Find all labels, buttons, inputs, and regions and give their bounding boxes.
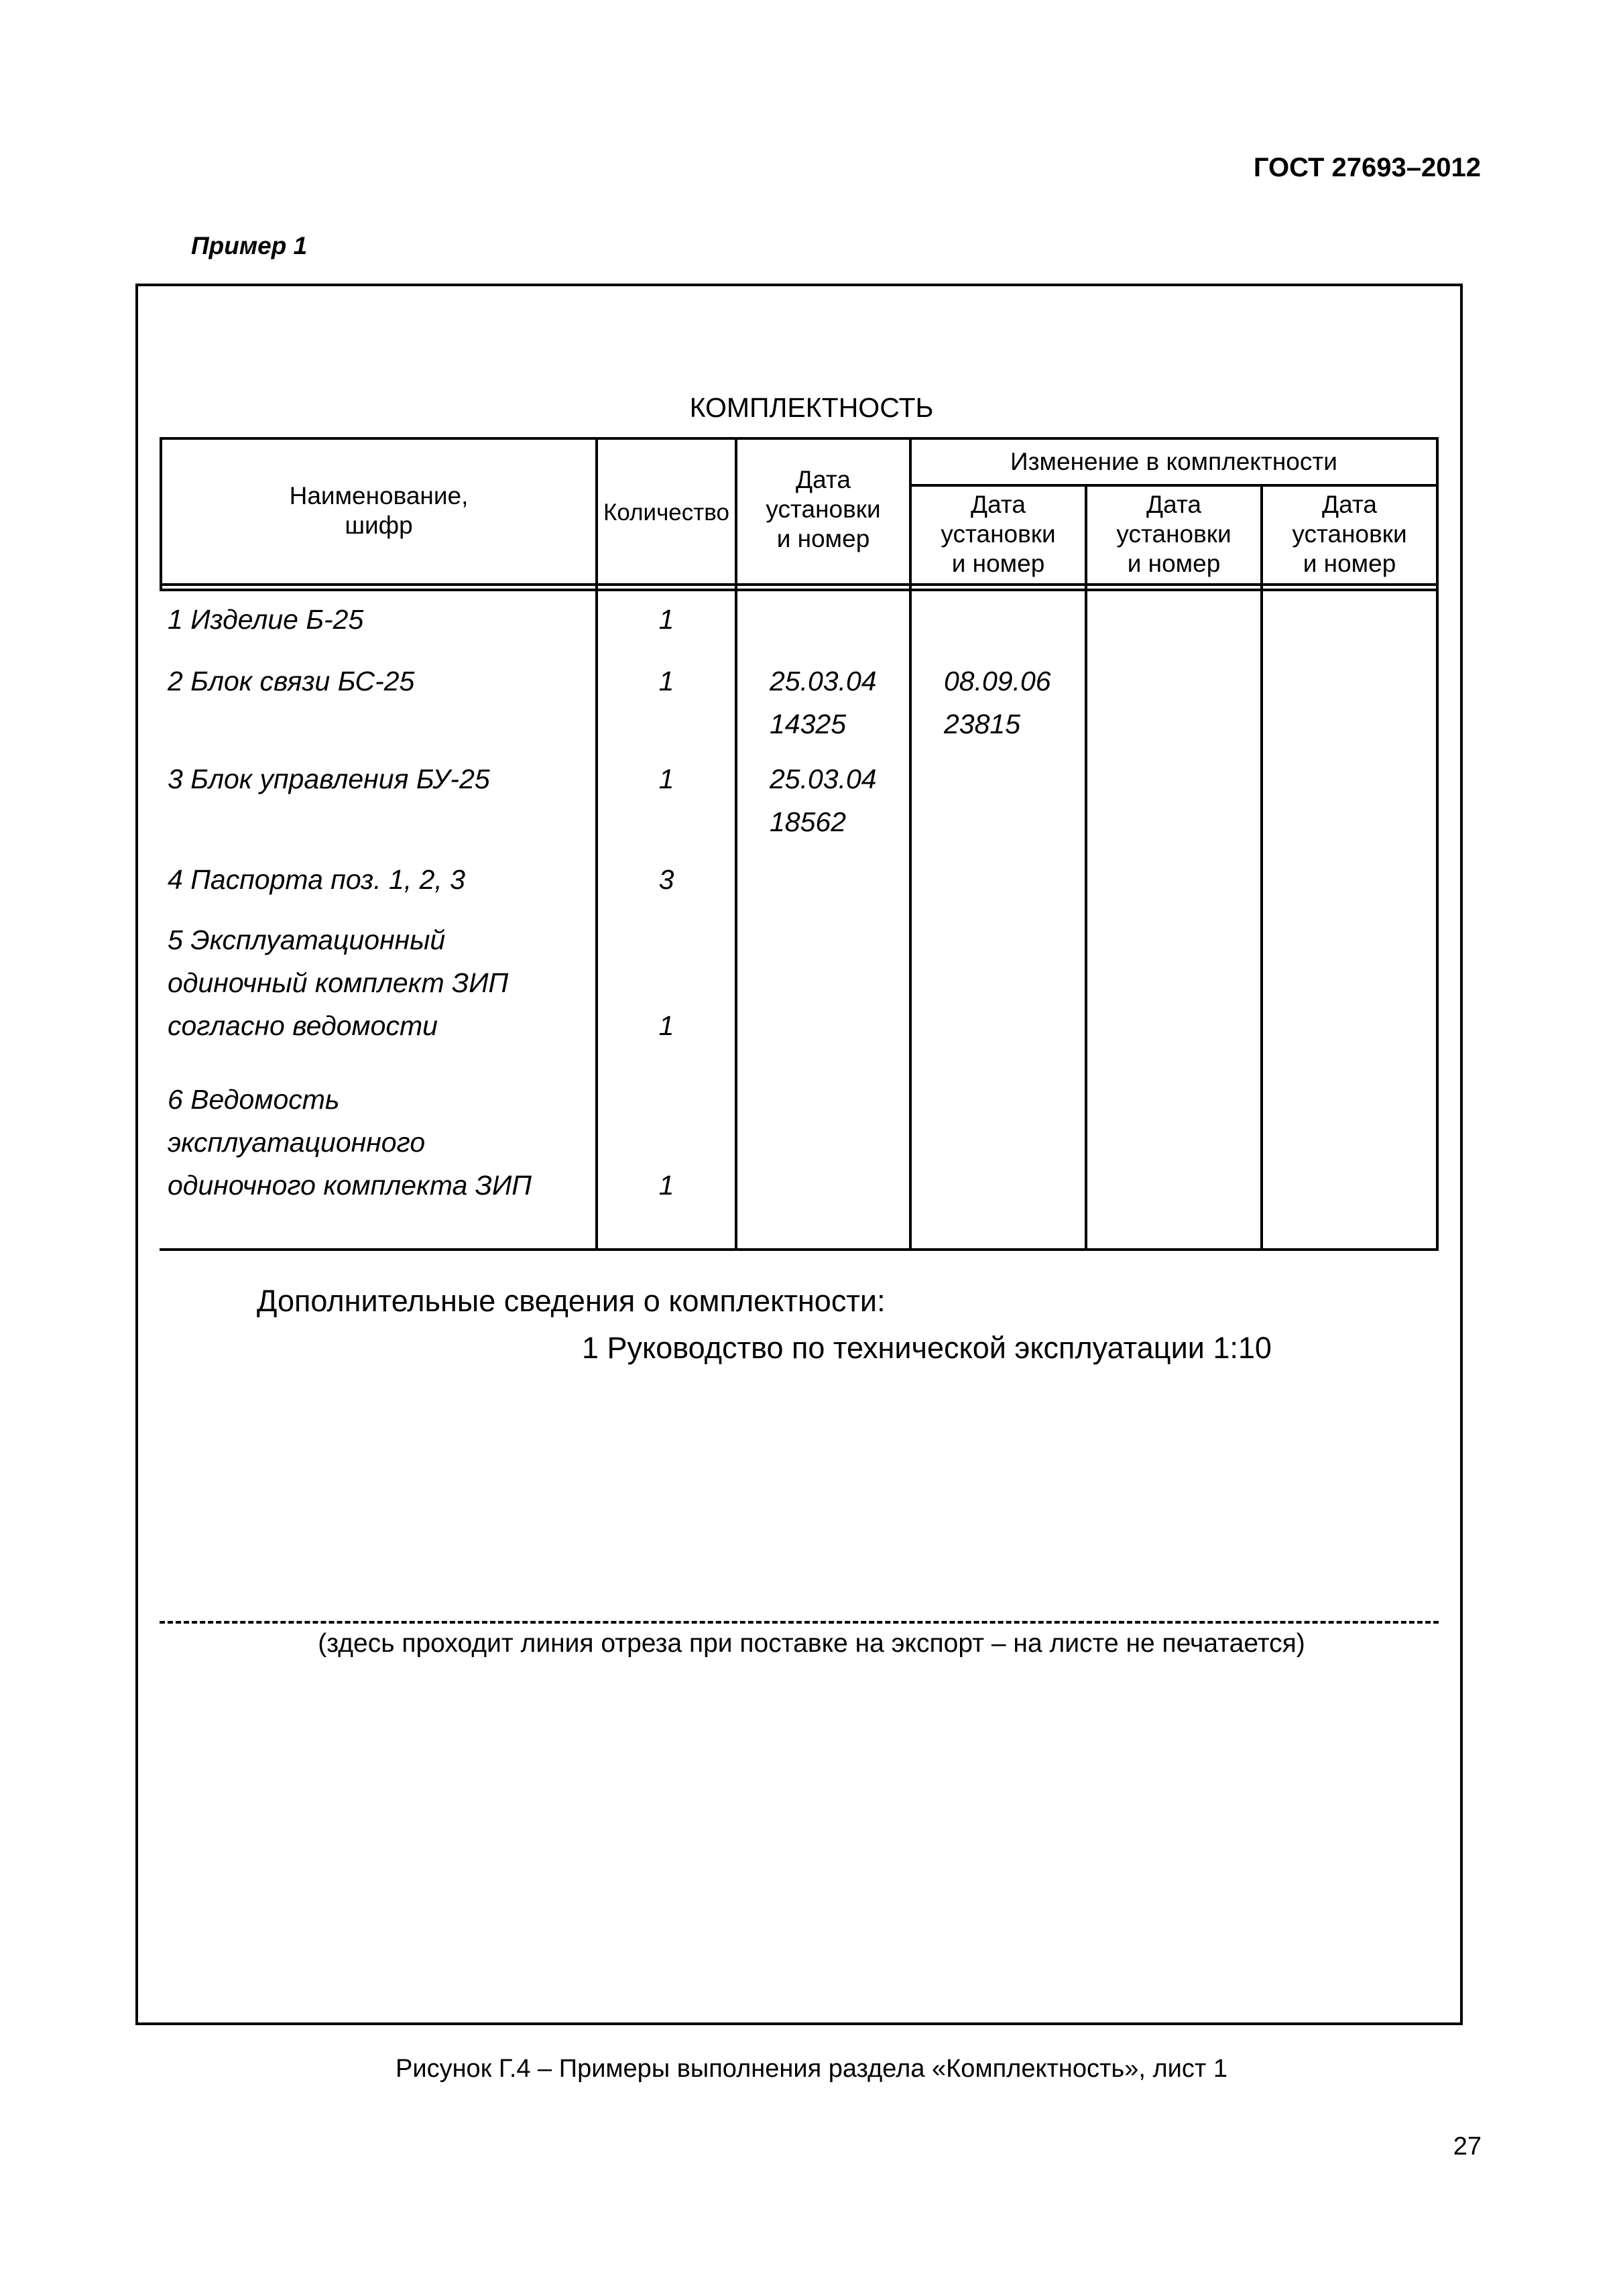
- figure-caption: Рисунок Г.4 – Примеры выполнения раздела «Комплектность», лист 1: [396, 2055, 1227, 2083]
- document-code: ГОСТ 27693–2012: [1253, 153, 1481, 182]
- row-1-quantity: 1: [658, 604, 674, 635]
- row-3-install: 25.03.04 18562: [770, 764, 877, 837]
- header-change-col-1: Дата установки и номер: [941, 491, 1056, 577]
- example-label: Пример 1: [191, 232, 308, 259]
- row-2-install: 25.03.04 14325: [770, 666, 877, 739]
- header-quantity: Количество: [603, 499, 729, 526]
- cut-line: [160, 1621, 1439, 1624]
- header-change-col-3: Дата установки и номер: [1292, 491, 1407, 577]
- row-2-name: 2 Блок связи БС-25: [168, 666, 415, 697]
- row-6-name: 6 Ведомость эксплуатационного одиночного комплекта ЗИП: [168, 1084, 532, 1201]
- header-name: Наименование, шифр: [289, 482, 469, 539]
- header-change-col-2: Дата установки и номер: [1116, 491, 1231, 577]
- row-4-quantity: 3: [658, 864, 674, 895]
- table-title: КОМПЛЕКТНОСТЬ: [689, 392, 934, 423]
- additional-info-item: 1 Руководство по технической эксплуатации 1:10: [582, 1331, 1272, 1365]
- header-install-date: Дата установки и номер: [766, 466, 881, 552]
- additional-info-title: Дополнительные сведения о комплектности:: [257, 1284, 886, 1318]
- row-5-name: 5 Эксплуатационный одиночный комплект ЗИП согласно ведомости: [168, 924, 509, 1041]
- cut-line-note: (здесь проходит линия отреза при поставке на экспорт – на листе не печатается): [318, 1629, 1305, 1658]
- row-3-name: 3 Блок управления БУ-25: [168, 764, 490, 794]
- row-2-change-1: 08.09.06 23815: [944, 666, 1051, 739]
- row-2-quantity: 1: [658, 666, 674, 697]
- row-1-name: 1 Изделие Б-25: [168, 604, 364, 635]
- row-4-name: 4 Паспорта поз. 1, 2, 3: [168, 864, 465, 895]
- row-6-quantity: 1: [658, 1170, 674, 1201]
- header-changes-group: Изменение в комплектности: [1010, 448, 1337, 475]
- row-3-quantity: 1: [658, 764, 674, 794]
- page-number: 27: [1453, 2132, 1482, 2161]
- row-5-quantity: 1: [658, 1010, 674, 1041]
